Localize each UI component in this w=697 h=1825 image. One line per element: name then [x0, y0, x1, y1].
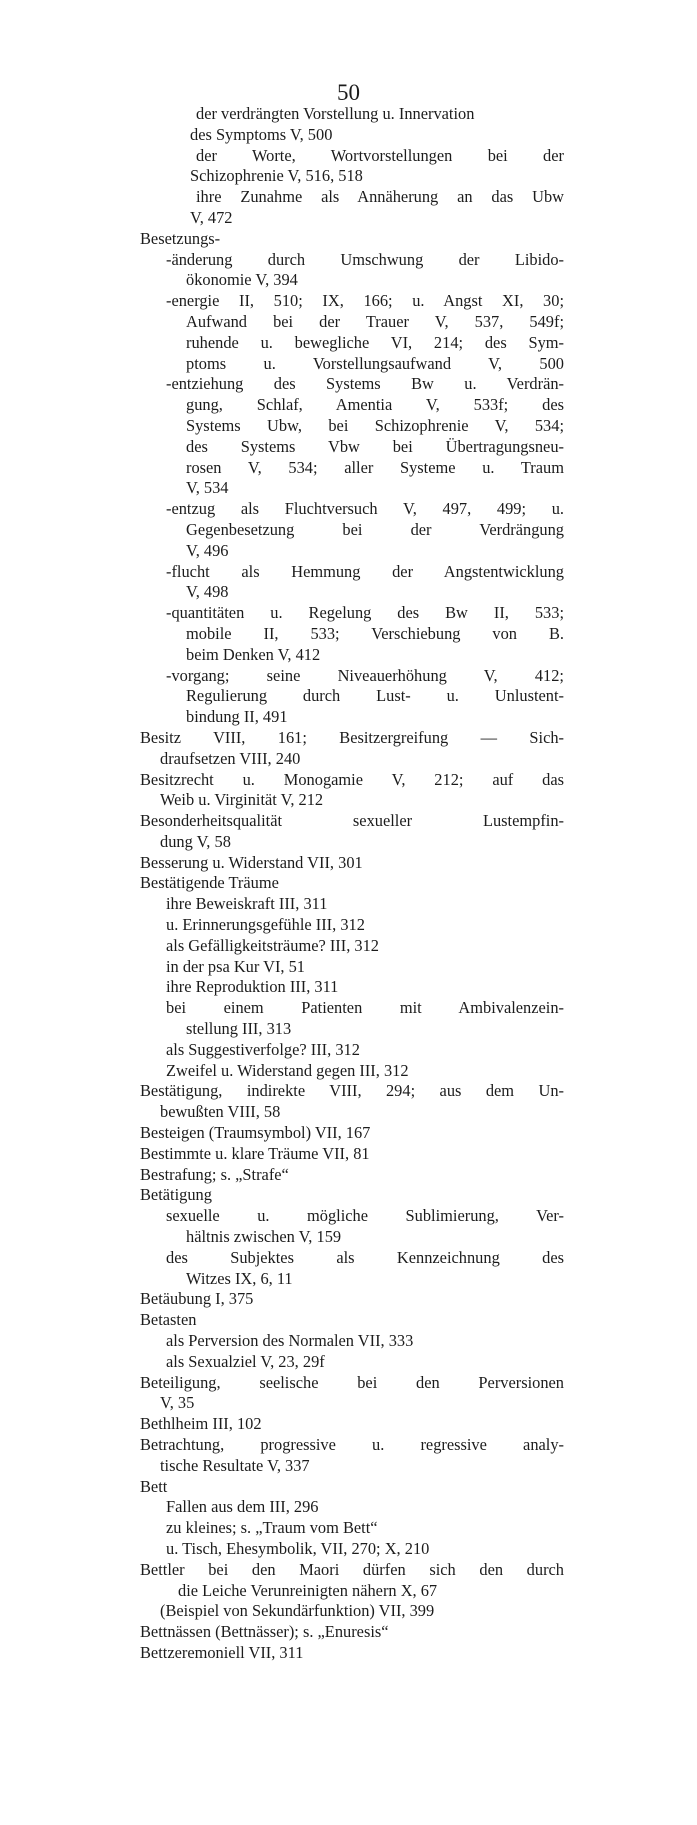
- index-line: Betasten: [140, 1310, 197, 1330]
- index-line: Besitz VIII, 161; Besitzergreifung — Sich-: [140, 727, 564, 747]
- index-line: Bestätigende Träume: [140, 873, 279, 893]
- index-line: Weib u. Virginität V, 212: [160, 790, 324, 810]
- index-line: Besitzrecht u. Monogamie V, 212; auf das: [140, 769, 564, 789]
- index-line: tische Resultate V, 337: [160, 1455, 310, 1475]
- index-line: als Suggestiverfolge? III, 312: [166, 1039, 360, 1059]
- index-line: draufsetzen VIII, 240: [160, 748, 301, 768]
- index-line: V, 534: [186, 478, 229, 498]
- index-line: Regulierung durch Lust- u. Unlustent-: [186, 686, 564, 706]
- index-line: Beteiligung, seelische bei den Perversionen: [140, 1372, 564, 1392]
- index-line: dung V, 58: [160, 831, 231, 851]
- index-line: als Gefälligkeitsträume? III, 312: [166, 935, 379, 955]
- index-line: als Perversion des Normalen VII, 333: [166, 1331, 414, 1351]
- index-line: in der psa Kur VI, 51: [166, 956, 305, 976]
- index-line: des Systems Vbw bei Übertragungsneu-: [186, 436, 564, 456]
- index-line: Betätigung: [140, 1185, 212, 1205]
- index-line: bindung II, 491: [186, 707, 288, 727]
- index-line: Betrachtung, progressive u. regressive analy-: [140, 1435, 564, 1454]
- index-line: Bett: [140, 1476, 168, 1496]
- index-line: -entzug als Fluchtversuch V, 497, 499; u.: [166, 499, 564, 519]
- index-line: beim Denken V, 412: [186, 644, 321, 664]
- index-line: ruhende u. bewegliche VI, 214; des Sym-: [186, 332, 564, 352]
- index-line: -quantitäten u. Regelung des Bw II, 533;: [166, 603, 564, 623]
- index-line: gung, Schlaf, Amentia V, 533f; des: [186, 395, 564, 415]
- index-line: V, 35: [160, 1393, 195, 1413]
- index-line: der verdrängten Vorstellung u. Innervation: [196, 104, 475, 123]
- index-line: u. Erinnerungsgefühle III, 312: [166, 915, 365, 935]
- index-line: bei einem Patienten mit Ambivalenzein-: [166, 998, 564, 1018]
- index-line: bewußten VIII, 58: [160, 1102, 281, 1122]
- page-number: 50: [337, 80, 360, 105]
- index-line: V, 496: [186, 540, 229, 560]
- index-line: V, 472: [190, 207, 233, 227]
- index-line: Bettnässen (Bettnässer); s. „Enuresis“: [140, 1622, 389, 1642]
- index-line: Fallen aus dem III, 296: [166, 1497, 319, 1517]
- index-line: Besonderheitsqualität sexueller Lustempfin-: [140, 811, 564, 831]
- index-line: -entziehung des Systems Bw u. Verdrän-: [166, 374, 564, 394]
- index-line: des Subjektes als Kennzeichnung des: [166, 1247, 564, 1267]
- index-line: rosen V, 534; aller Systeme u. Traum: [186, 457, 564, 477]
- index-line: Bettzeremoniell VII, 311: [140, 1642, 304, 1662]
- index-line: Besteigen (Traumsymbol) VII, 167: [140, 1123, 371, 1143]
- index-line: Bestimmte u. klare Träume VII, 81: [140, 1143, 370, 1163]
- index-line: der Worte, Wortvorstellungen bei der: [196, 145, 564, 165]
- index-entries: [134, 104, 564, 1664]
- index-line: stellung III, 313: [186, 1019, 292, 1039]
- index-line: Bestrafung; s. „Strafe“: [140, 1164, 289, 1184]
- index-line: die Leiche Verunreinigten nähern X, 67: [178, 1580, 438, 1600]
- index-line: Besetzungs-: [140, 228, 221, 248]
- index-line: Bethlheim III, 102: [140, 1414, 262, 1434]
- index-line: Aufwand bei der Trauer V, 537, 549f;: [186, 311, 564, 331]
- index-line: ökonomie V, 394: [186, 270, 298, 290]
- index-line: -flucht als Hemmung der Angstentwicklung: [166, 561, 564, 581]
- index-line: Besserung u. Widerstand VII, 301: [140, 852, 363, 872]
- index-line: Bettler bei den Maori dürfen sich den durch: [140, 1559, 564, 1579]
- index-line: -änderung durch Umschwung der Libido-: [166, 249, 564, 269]
- index-line: als Sexualziel V, 23, 29f: [166, 1351, 325, 1371]
- index-line: ptoms u. Vorstellungsaufwand V, 500: [186, 353, 564, 373]
- index-line: Systems Ubw, bei Schizophrenie V, 534;: [186, 415, 564, 435]
- index-line: mobile II, 533; Verschiebung von B.: [186, 623, 564, 643]
- index-line: Bestätigung, indirekte VIII, 294; aus dem Un-: [140, 1081, 564, 1101]
- index-line: Gegenbesetzung bei der Verdrängung: [186, 519, 564, 539]
- index-line: -vorgang; seine Niveauerhöhung V, 412;: [166, 665, 564, 685]
- index-line: Schizophrenie V, 516, 518: [190, 166, 363, 186]
- index-line: (Beispiel von Sekundärfunktion) VII, 399: [160, 1601, 435, 1621]
- index-line: zu kleines; s. „Traum vom Bett“: [166, 1518, 378, 1538]
- index-line: des Symptoms V, 500: [190, 124, 333, 144]
- index-line: ihre Beweiskraft III, 311: [166, 894, 328, 914]
- index-line: Betäubung I, 375: [140, 1289, 254, 1309]
- index-line: ihre Reproduktion III, 311: [166, 977, 339, 997]
- index-line: ihre Zunahme als Annäherung an das Ubw: [196, 187, 564, 207]
- index-line: Zweifel u. Widerstand gegen III, 312: [166, 1060, 409, 1080]
- index-line: V, 498: [186, 582, 229, 602]
- index-line: Witzes IX, 6, 11: [186, 1268, 293, 1288]
- index-line: sexuelle u. mögliche Sublimierung, Ver-: [166, 1206, 564, 1226]
- index-line: hältnis zwischen V, 159: [186, 1227, 342, 1247]
- index-line: u. Tisch, Ehesymbolik, VII, 270; X, 210: [166, 1538, 430, 1558]
- index-line: -energie II, 510; IX, 166; u. Angst XI, 30;: [166, 291, 564, 311]
